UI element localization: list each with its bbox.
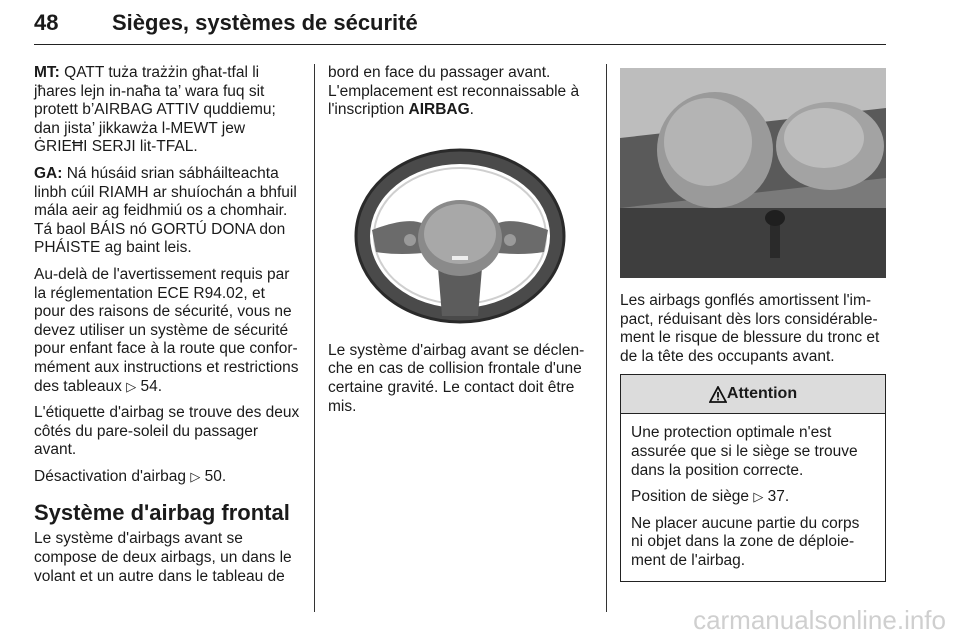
paragraph: Une protection optimale n'est assurée que si le siège se trouve dans la position correcte. (631, 424, 858, 479)
paragraph: Le système d'airbag avant se déclenche en cas de collision frontale d'une certaine gravité. Le contact doit être mis. (328, 341, 585, 415)
page-number: 48 (34, 10, 59, 35)
airbag-deployment-image (620, 68, 886, 278)
paragraph (34, 266, 300, 396)
language-code: GA: (34, 164, 63, 182)
irish-warning (34, 165, 300, 258)
warning-triangle-icon (709, 386, 727, 403)
paragraph: bord en face du passager avant. (328, 64, 551, 81)
paragraph-text: Désactivation d'airbag (34, 467, 191, 485)
text-column-1 (34, 64, 300, 594)
column-divider (606, 64, 607, 612)
page-header (34, 6, 886, 45)
steering-wheel-illustration (328, 128, 592, 324)
column-divider (314, 64, 315, 612)
warning-body (621, 414, 885, 580)
paragraph-text: L'emplacement est reconnaissable à l'inscription (328, 82, 580, 119)
paragraph-text: Au-delà de l'avertissement requis par la réglementation ECE R94.02, et pour des raisons de sécurité, vous ne devez utiliser un système de sécurité pour enfant face à la route que conformément aux instructions et restrictions des tableaux (34, 265, 299, 395)
text-column-3 (620, 64, 886, 582)
text-column-2 (328, 64, 592, 424)
section-heading: Système d'airbag frontal (34, 500, 290, 526)
paragraph: Ne placer aucune partie du corps ni objet dans la zone de déploiement de l'airbag. (631, 514, 860, 569)
paragraph (34, 468, 300, 487)
warning-header (621, 374, 885, 414)
page-title: Sièges, systèmes de sécurité (112, 10, 418, 35)
paragraph (631, 488, 875, 507)
paragraph: Les airbags gonflés amortissent l'impact, réduisant dès lors considérablement le risque de blessure du tronc et de la tête des occupants avant. (620, 292, 880, 365)
page-reference[interactable]: 37. (767, 488, 790, 506)
paragraph-text: . (469, 101, 474, 119)
language-code: MT: (34, 64, 60, 81)
paragraph: L'étiquette d'airbag se trouve des deux côtés du pare-soleil du passager avant. (34, 404, 300, 459)
watermark: carmanualsonline.info (693, 605, 946, 635)
paragraph: Le système d'airbags avant se compose de deux airbags, un dans le volant et un autre dans le tableau de (34, 530, 292, 585)
steering-wheel-image (328, 128, 592, 324)
maltese-warning (34, 64, 300, 157)
warning-box (620, 374, 886, 581)
warning-text: Ná húsáid srian sábháilteachta linbh cúil RIAMH ar shuíochán a bhfuil mála aeir ag feidhmiú os a chomhair. Tá baol BÁIS nó GORTÚ DONA don PHÁISTE ag baint leis. (34, 164, 297, 257)
page-reference[interactable]: 54. (140, 377, 163, 395)
warning-title: Attention (726, 385, 798, 403)
paragraph-text: Position de siège (631, 488, 754, 506)
paragraph (328, 83, 592, 120)
airbag-label: AIRBAG (408, 101, 470, 119)
warning-text: QATT tuża trażżin għat-tfal li jħares lejn in-naħa ta’ wara fuq sit protett b’AIRBAG ATTIV quddiemu; dan jista’ jikkawża l-MEWT jew ĠRIEĦI SERJI lit-TFAL. (34, 64, 276, 156)
airbag-deployment-photo (620, 68, 886, 278)
page-reference-icon: ▷ (753, 489, 764, 505)
page-reference-icon: ▷ (190, 468, 201, 484)
page-reference-icon: ▷ (126, 378, 137, 394)
page-reference[interactable]: 50. (204, 467, 227, 485)
